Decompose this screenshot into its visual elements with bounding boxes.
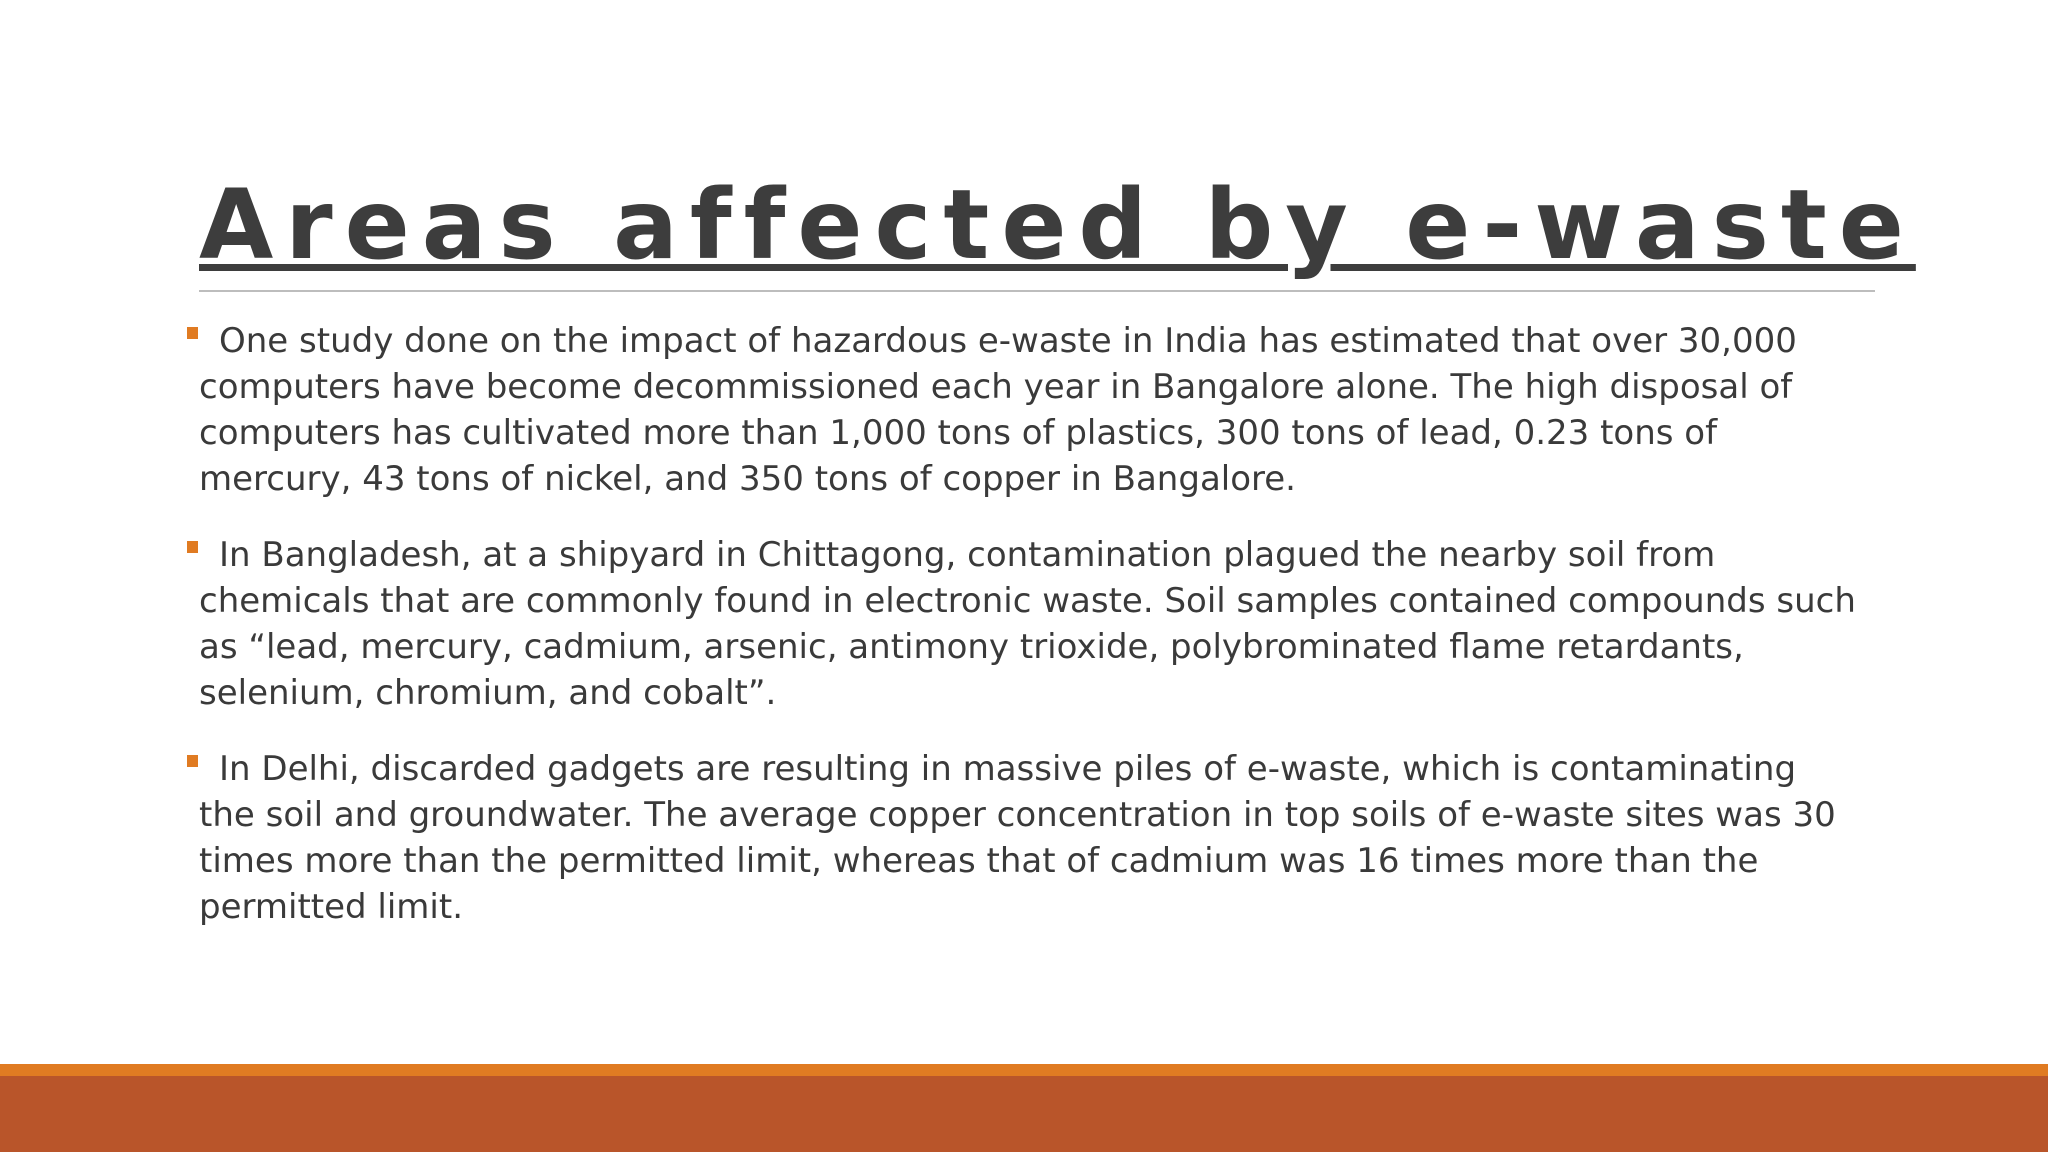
title-divider (199, 290, 1875, 292)
footer-accent-stripe (0, 1064, 2048, 1076)
bullet-text: In Bangladesh, at a shipyard in Chittagong, contamination plagued the nearby soil from chemicals that are commonly found in electronic waste. Soil samples contained compounds such as “lead, mercury, cadmium, arsenic, antimony trioxide, polybrominated flame retardants, selenium, chromium, and cobalt”. (199, 535, 1856, 713)
bullet-text: One study done on the impact of hazardous e-waste in India has estimated that over 30,000 computers have become decommissioned each year in Bangalore alone. The high disposal of computers has cultivated more than 1,000 tons of plastics, 300 tons of lead, 0.23 tons of mercury, 43 tons of nickel, and 350 tons of copper in Bangalore. (199, 321, 1797, 499)
bullet-item (199, 318, 1859, 502)
slide-title: Areas affected by e-waste (199, 169, 1916, 281)
bullet-item (199, 532, 1859, 716)
square-bullet-icon (187, 327, 198, 339)
footer-band (0, 1076, 2048, 1152)
square-bullet-icon (187, 755, 198, 767)
square-bullet-icon (187, 541, 198, 553)
bullet-list (199, 318, 1859, 960)
bullet-item (199, 746, 1859, 930)
bullet-text: In Delhi, discarded gadgets are resulting in massive piles of e-waste, which is contaminating the soil and groundwater. The average copper concentration in top soils of e-waste sites was 30 times more than the permitted limit, whereas that of cadmium was 16 times more than the permitted limit. (199, 749, 1836, 927)
